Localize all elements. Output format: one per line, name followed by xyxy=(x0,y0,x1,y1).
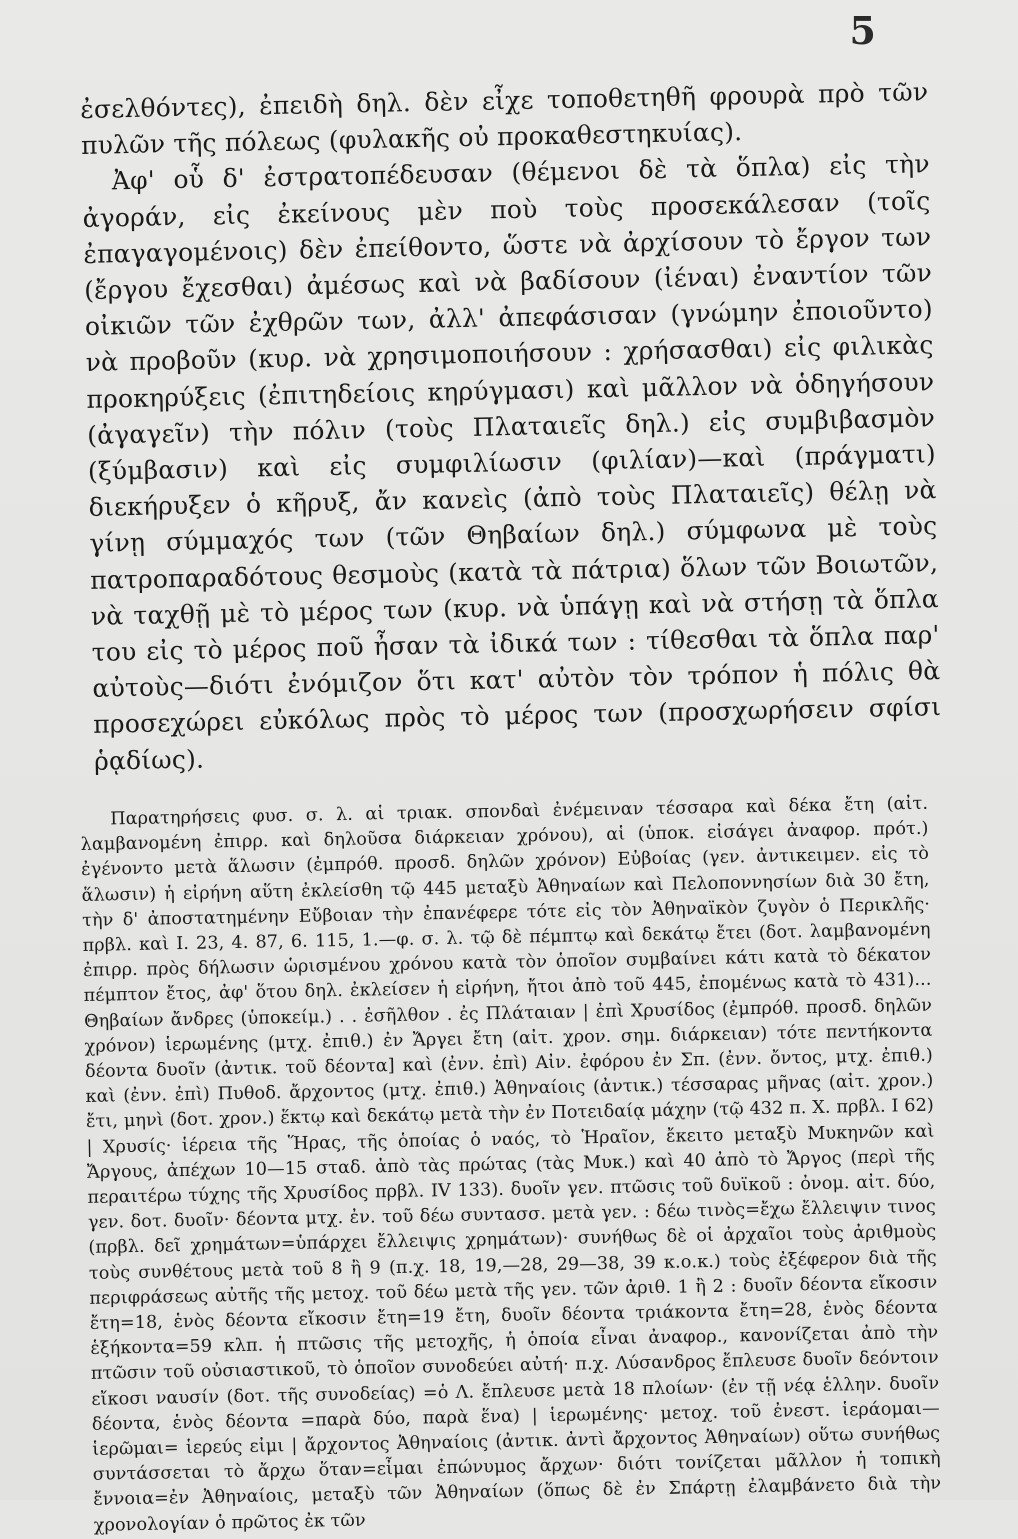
notes-paragraph: Παρατηρήσεις φυσ. σ. λ. αἱ τριακ. σπονδαὶ ἐνέμειναν τέσσαρα καὶ δέκα ἔτη (αἰτ. λαμβανομένη ἐπιρρ. καὶ δηλοῦσα διάρκειαν χρόνου), αἱ (ὑποκ. εἰσάγει ἀναφορ. πρότ.) ἐγένοντο μετὰ ἅλωσιν (ἐμπρόθ. προσδ. δηλῶν χρόνον) Εὐβοίας (γεν. ἀντικειμεν. εἰς τὸ ἅλωσιν) ἡ εἰρήνη αὕτη ἐκλείσθη τῷ 445 μεταξὺ Ἀθηναίων καὶ Πελοποννησίων διὰ 30 ἔτη, τὴν δ' ἀποστατημένην Εὔβοιαν τὴν ἐπανέφερε τότε εἰς τὸν Ἀθηναϊκὸν ζυγὸν ὁ Περικλῆς· πρβλ. καὶ I. 23, 4. 87, 6. 115, 1.—φ. σ. λ. τῷ δὲ πέμπτῳ καὶ δεκάτῳ ἔτει (δοτ. λαμβανομένη ἐπιρρ. πρὸς δήλωσιν ὡρισμένου χρόνου κατὰ τὸν ὁποῖον συμβαίνει κάτι κατὰ τὸ δέκατον πέμπτον ἔτος, ἀφ' ὅτου δηλ. ἐκλείσεν ἡ εἰρήνη, ἤτοι ἀπὸ τοῦ 445, ἑπομένως κατὰ τὸ 431)... Θηβαίων ἄνδρες (ὑποκείμ.) . . ἐσῆλθον . ἐς Πλάταιαν | ἐπὶ Χρυσίδος (ἐμπρόθ. προσδ. δηλῶν χρόνον) ἱερωμένης (μτχ. ἐπιθ.) ἐν Ἄργει ἔτη (αἰτ. χρον. σημ. διάρκειαν) τότε πεντήκοντα δέοντα δυοῖν (ἀντικ. τοῦ δέοντα] καὶ (ἐνν. ἐπὶ) Αἰν. ἐφόρου ἐν Σπ. (ἐνν. ὄντος, μτχ. ἐπιθ.) καὶ (ἐνν. ἐπὶ) Πυθοδ. ἄρχοντος (μτχ. ἐπιθ.) Ἀθηναίοις (ἀντικ.) τέσσαρας μῆνας (αἰτ. χρον.) ἔτι, μηνὶ (δοτ. χρον.) ἕκτῳ καὶ δεκάτῳ μετὰ τὴν ἐν Ποτειδαίᾳ μάχην (τῷ 432 π. Χ. πρβλ. I 62) | Χρυσίς· ἱέρεια τῆς Ἥρας, τῆς ὁποίας ὁ ναός, τὸ Ἡραῖον, ἔκειτο μεταξὺ Μυκηνῶν καὶ Ἄργους, ἀπέχων 10—15 σταδ. ἀπὸ τὰς πρώτας (τὰς Μυκ.) καὶ 40 ἀπὸ τὸ Ἄργος (περὶ τῆς περαιτέρω τύχης τῆς Χρυσίδος πρβλ. IV 133). δυοῖν γεν. πτῶσις τοῦ δυϊκοῦ : ὀνομ. αἰτ. δύο, γεν. δοτ. δυοῖν· δέοντα μτχ. ἐν. τοῦ δέω συντασσ. μετὰ γεν. : δέω τινὸς=ἔχω ἔλλειψιν τινος (πρβλ. δεῖ χρημάτων=ὑπάρχει ἔλλειψις χρημάτων)· συνήθως δὲ οἱ ἀρχαῖοι τοὺς ἀριθμοὺς τοὺς συνθέτους μετὰ τοῦ 8 ἢ 9 (π.χ. 18, 19,—28, 29—38, 39 κ.ο.κ.) τοὺς ἐξέφερον διὰ τῆς περιφράσεως αὐτῆς τῆς μετοχ. τοῦ δέω μετὰ τῆς γεν. τῶν ἀριθ. 1 ἢ 2 : δυοῖν δέοντα εἴκοσιν ἔτη=18, ἑνὸς δέοντα εἴκοσιν ἔτη=19 ἔτη, δυοῖν δέοντα τριάκοντα ἔτη=28, ἑνὸς δέοντα ἑξήκοντα=59 κλπ. ἡ πτῶσις τῆς μετοχῆς, ἡ ὁποία εἶναι ἀναφορ., κανονίζεται ἀπὸ τὴν πτῶσιν τοῦ οὐσιαστικοῦ, τὸ ὁποῖον συνοδεύει αὐτή· π.χ. Λύσανδρος ἔπλευσε δυοῖν δεόντοιν εἴκοσι ναυσίν (δοτ. τῆς συνοδείας) =ὁ Λ. ἔπλευσε μετὰ 18 πλοίων· (ἐν τῇ νέᾳ ἑλλην. δυοῖν δέοντα, ἑνὸς δέοντα =παρὰ δύο, παρὰ ἕνα) | ἱερωμένης· μετοχ. τοῦ ἐνεστ. ἱεράομαι—ἱερῶμαι= ἱερεύς εἰμι | ἄρχοντος Ἀθηναίοις (ἀντικ. ἀντὶ ἄρχοντος Ἀθηναίων) οὕτω συνήθως συντάσσεται τὸ ἄρχω ὅταν=εἶμαι ἐπώνυμος ἄρχων· διότι τονίζεται μᾶλλον ἡ τοπικὴ ἔννοια=ἐν Ἀθηναίοις, μεταξὺ τῶν Ἀθηναίων (ὅπως δὲ ἐν Σπάρτῃ ἐλαμβάνετο διὰ τὴν χρονολογίαν ὁ πρῶτος ἐκ τῶν xyxy=(80,793,942,1536)
main-paragraph-1: ἐσελθόντες), ἐπειδὴ δηλ. δὲν εἶχε τοποθετηθῆ φρουρὰ πρὸ τῶν πυλῶν τῆς πόλεως (φυλακῆς οὐ προκαθεστηκυίας). xyxy=(80,77,929,161)
main-text xyxy=(80,74,942,779)
main-paragraph-2: Ἀφ' οὗ δ' ἐστρατοπέδευσαν (θέμενοι δὲ τὰ ὅπλα) εἰς τὴν ἀγοράν, εἰς ἐκείνους μὲν ποὺ τοὺς προσεκάλεσαν (τοῖς ἐπαγαγομένοις) δὲν ἐπείθοντο, ὥστε νὰ ἀρχίσουν τὸ ἔργον των (ἔργου ἔχεσθαι) ἀμέσως καὶ νὰ βαδίσουν (ἰέναι) ἐναντίον τῶν οἰκιῶν τῶν ἐχθρῶν των, ἀλλ' ἀπεφάσισαν (γνώμην ἐποιοῦντο) νὰ προβοῦν (κυρ. νὰ χρησιμοποιήσουν : χρήσασθαι) εἰς φιλικὰς προκηρύξεις (ἐπιτηδείοις κηρύγμασι) καὶ μᾶλλον νὰ ὁδηγήσουν (ἀγαγεῖν) τὴν πόλιν (τοὺς Πλαταιεῖς δηλ.) εἰς συμβιβασμὸν (ξύμβασιν) καὶ εἰς συμφιλίωσιν (φιλίαν)—καὶ (πράγματι) διεκήρυξεν ὁ κῆρυξ, ἄν κανεὶς (ἀπὸ τοὺς Πλαταιεῖς) θέλῃ νὰ γίνῃ σύμμαχός των (τῶν Θηβαίων δηλ.) σύμφωνα μὲ τοὺς πατροπαραδότους θεσμοὺς (κατὰ τὰ πάτρια) ὅλων τῶν Βοιωτῶν, νὰ ταχθῇ μὲ τὸ μέρος των (κυρ. νὰ ὑπάγῃ καὶ νὰ στήσῃ τὰ ὅπλα του εἰς τὸ μέρος ποῦ ἦσαν τὰ ἰδικά των : τίθεσθαι τὰ ὅπλα παρ' αὐτοὺς—διότι ἐνόμιζον ὅτι κατ' αὐτὸν τὸν τρόπον ἡ πόλις θὰ προσεχώρει εὐκόλως πρὸς τὸ μέρος των (προσχωρήσειν σφίσι ῥᾳδίως). xyxy=(82,149,942,776)
page-number: 5 xyxy=(849,8,876,53)
notes-section xyxy=(80,792,942,1539)
